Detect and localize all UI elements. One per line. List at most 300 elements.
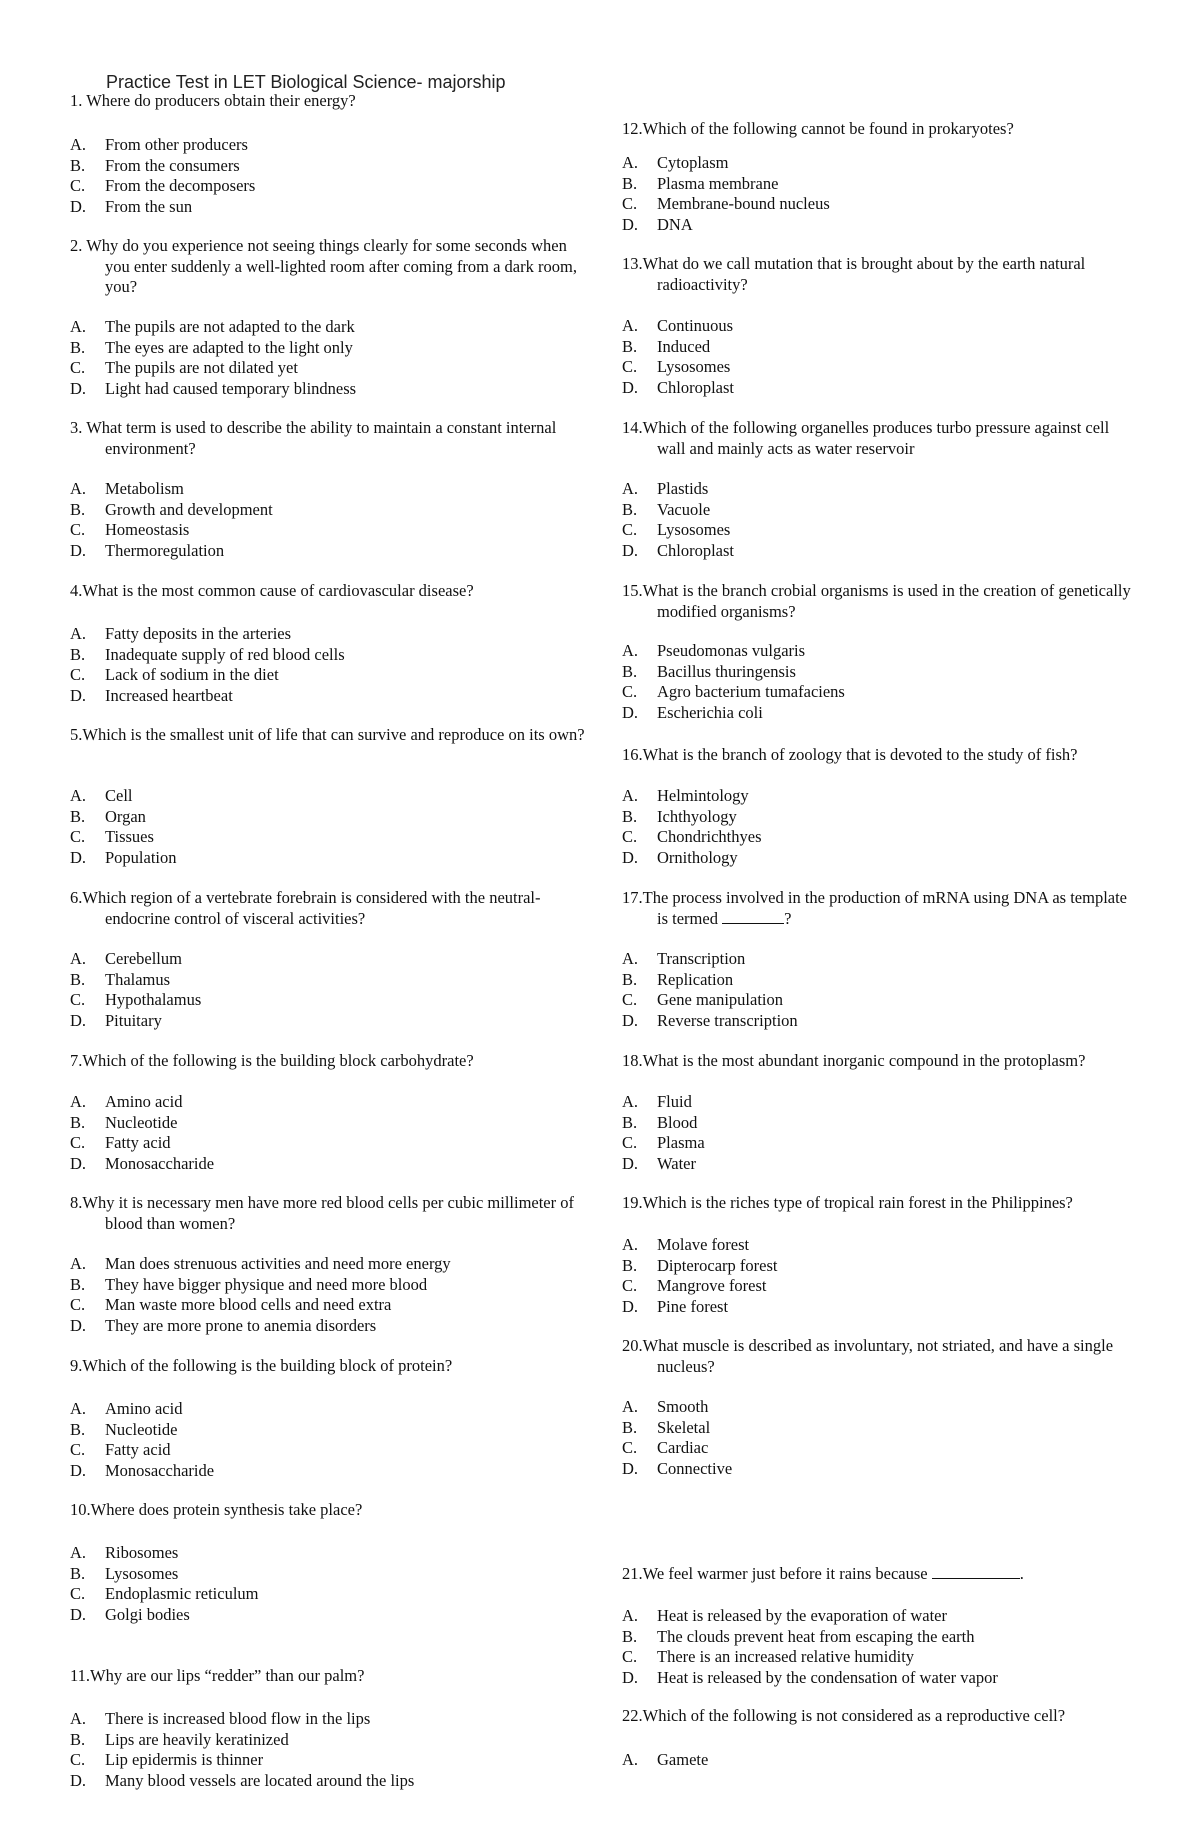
question-stem <box>622 1051 1132 1072</box>
answer-option <box>70 1295 391 1316</box>
option-letter: B. <box>70 155 86 175</box>
answer-option <box>622 848 738 869</box>
question-text: 19.Which is the riches type of tropical rain forest in the Philippines? <box>622 1193 1073 1212</box>
option-letter: D. <box>622 377 639 397</box>
question-text: 1. Where do producers obtain their energy? <box>70 91 356 110</box>
option-letter: D. <box>622 1667 639 1687</box>
option-text: Water <box>657 1153 696 1173</box>
option-text: Lysosomes <box>105 1563 179 1583</box>
question-stem <box>622 745 1132 766</box>
option-text: Lack of sodium in the diet <box>105 665 279 685</box>
answer-option <box>622 337 710 358</box>
option-text: The clouds prevent heat from escaping the earth <box>657 1626 975 1646</box>
option-letter: A. <box>622 1092 639 1111</box>
answer-option <box>622 1092 692 1113</box>
question-stem <box>70 418 590 459</box>
option-text: Fatty acid <box>105 1440 171 1460</box>
option-text: The pupils are not dilated yet <box>105 358 298 378</box>
option-letter: A. <box>622 1750 639 1769</box>
answer-option <box>70 1709 370 1730</box>
option-letter: C. <box>622 194 638 214</box>
answer-option <box>70 135 248 156</box>
option-text: Fatty deposits in the arteries <box>105 624 292 643</box>
option-letter: C. <box>622 827 638 847</box>
option-text: Plastids <box>657 479 709 498</box>
option-letter: D. <box>70 378 87 398</box>
question-stem <box>622 119 1132 140</box>
answer-option <box>70 541 224 562</box>
option-letter: B. <box>70 1274 86 1294</box>
question-text: 5.Which is the smallest unit of life that can survive and reproduce on its own? <box>70 725 585 744</box>
answer-option <box>70 1730 289 1751</box>
option-letter: A. <box>622 1397 639 1416</box>
option-text: They have bigger physique and need more blood <box>105 1274 428 1294</box>
option-letter: C. <box>622 357 638 377</box>
answer-option <box>70 156 240 177</box>
answer-option <box>70 1461 214 1482</box>
option-letter: C. <box>70 1133 86 1153</box>
option-letter: D. <box>622 540 639 560</box>
answer-option <box>70 176 255 197</box>
option-letter: C. <box>622 990 638 1010</box>
option-text: Ornithology <box>657 847 738 867</box>
option-text: Gamete <box>657 1750 709 1769</box>
option-text: Connective <box>657 1458 733 1478</box>
answer-option <box>622 1154 696 1175</box>
option-text: Nucleotide <box>105 1419 178 1439</box>
option-text: Nucleotide <box>105 1112 178 1132</box>
option-text: Cardiac <box>657 1438 709 1458</box>
option-letter: B. <box>622 806 638 826</box>
answer-option <box>70 665 279 686</box>
option-letter: C. <box>70 1295 86 1315</box>
option-text: Chloroplast <box>657 377 734 397</box>
answer-option <box>622 807 737 828</box>
option-letter: C. <box>70 665 86 685</box>
option-letter: A. <box>70 317 87 336</box>
option-text: Plasma <box>657 1133 705 1153</box>
option-letter: A. <box>70 135 87 154</box>
option-letter: A. <box>622 479 639 498</box>
answer-option <box>70 1113 177 1134</box>
option-letter: B. <box>622 1626 638 1646</box>
option-text: The pupils are not adapted to the dark <box>105 317 355 336</box>
question-stem <box>70 1193 590 1234</box>
answer-option <box>622 970 733 991</box>
answer-option <box>622 316 733 337</box>
answer-option <box>70 1771 414 1792</box>
answer-blank <box>932 1564 1020 1579</box>
question-stem <box>70 1500 590 1521</box>
option-text: There is increased blood flow in the lips <box>105 1709 371 1728</box>
answer-option <box>70 197 192 218</box>
option-text: Chondrichthyes <box>657 827 762 847</box>
option-letter: B. <box>70 644 86 664</box>
option-text: Population <box>105 847 177 867</box>
question-stem <box>70 581 590 602</box>
answer-option <box>70 1254 451 1275</box>
option-text: Monosaccharide <box>105 1460 215 1480</box>
option-text: Golgi bodies <box>105 1604 190 1624</box>
option-letter: A. <box>70 1254 87 1273</box>
answer-option <box>622 215 693 236</box>
option-text: Ichthyology <box>657 806 737 826</box>
answer-option <box>70 317 355 338</box>
question-text: 17.The process involved in the production of mRNA using DNA as template is termed <box>622 888 1128 928</box>
option-text: Heat is released by the condensation of water vapor <box>657 1667 998 1687</box>
answer-option <box>622 1418 710 1439</box>
question-stem <box>70 91 590 112</box>
option-text: Pine forest <box>657 1296 729 1316</box>
option-text: Molave forest <box>657 1235 750 1254</box>
answer-option <box>622 641 805 662</box>
answer-option <box>622 1113 697 1134</box>
question-text: 7.Which of the following is the building block carbohydrate? <box>70 1051 474 1070</box>
option-text: Thalamus <box>105 969 171 989</box>
answer-option <box>622 153 729 174</box>
option-text: Dipterocarp forest <box>657 1255 778 1275</box>
option-letter: C. <box>622 1276 638 1296</box>
option-letter: A. <box>70 479 87 498</box>
answer-option <box>622 479 708 500</box>
answer-option <box>70 645 345 666</box>
answer-option <box>622 1750 708 1771</box>
option-letter: B. <box>622 336 638 356</box>
option-letter: B. <box>622 499 638 519</box>
question-stem <box>622 1336 1132 1377</box>
option-text: Fluid <box>657 1092 692 1111</box>
answer-option <box>622 1627 975 1648</box>
option-text: Metabolism <box>105 479 184 498</box>
answer-option <box>70 1750 263 1771</box>
option-text: Fatty acid <box>105 1133 171 1153</box>
question-text: 9.Which of the following is the building block of protein? <box>70 1356 453 1375</box>
option-letter: B. <box>70 337 86 357</box>
option-text: Amino acid <box>105 1092 183 1111</box>
option-text: There is an increased relative humidity <box>657 1647 915 1667</box>
option-letter: D. <box>70 1604 87 1624</box>
option-text: Growth and development <box>105 499 273 519</box>
option-text: Membrane-bound nucleus <box>657 194 830 214</box>
question-text: 10.Where does protein synthesis take place? <box>70 1500 363 1519</box>
answer-option <box>70 990 201 1011</box>
answer-option <box>622 1397 708 1418</box>
answer-option <box>622 1606 947 1627</box>
option-letter: A. <box>622 316 639 335</box>
answer-option <box>70 500 273 521</box>
answer-option <box>622 1647 914 1668</box>
answer-option <box>70 1316 376 1337</box>
option-letter: B. <box>70 499 86 519</box>
option-letter: C. <box>70 1584 86 1604</box>
option-letter: B. <box>622 1112 638 1132</box>
option-text: Pseudomonas vulgaris <box>657 641 806 660</box>
option-letter: D. <box>622 702 639 722</box>
option-letter: D. <box>70 1460 87 1480</box>
option-text: Blood <box>657 1112 698 1132</box>
question-stem <box>622 1193 1132 1214</box>
question-text: 13.What do we call mutation that is brought about by the earth natural radioactivity? <box>622 254 1086 294</box>
option-text: Lysosomes <box>657 357 731 377</box>
option-letter: C. <box>70 176 86 196</box>
option-letter: B. <box>70 1419 86 1439</box>
question-stem <box>622 581 1132 622</box>
answer-option <box>70 1420 177 1441</box>
option-letter: C. <box>622 1647 638 1667</box>
option-letter: D. <box>70 1153 87 1173</box>
option-letter: B. <box>622 1255 638 1275</box>
question-text: 2. Why do you experience not seeing things clearly for some seconds when you enter suddenly a well-lighted room after coming from a dark room, you? <box>70 236 577 297</box>
question-suffix: ? <box>784 908 792 928</box>
option-letter: D. <box>70 1770 87 1790</box>
answer-option <box>622 703 763 724</box>
question-text: 22.Which of the following is not considered as a reproductive cell? <box>622 1706 1066 1725</box>
question-suffix: . <box>1019 1564 1024 1583</box>
option-letter: C. <box>70 990 86 1010</box>
option-letter: C. <box>70 358 86 378</box>
question-text: 18.What is the most abundant inorganic compound in the protoplasm? <box>622 1051 1086 1070</box>
answer-option <box>70 1605 190 1626</box>
answer-option <box>622 541 734 562</box>
answer-option <box>70 686 233 707</box>
option-text: Amino acid <box>105 1399 183 1418</box>
option-text: Chloroplast <box>657 540 734 560</box>
option-letter: A. <box>70 786 87 805</box>
answer-option <box>622 1011 798 1032</box>
option-text: Organ <box>105 806 146 826</box>
option-text: They are more prone to anemia disorders <box>105 1315 377 1335</box>
question-text: 16.What is the branch of zoology that is devoted to the study of fish? <box>622 745 1078 764</box>
option-letter: A. <box>70 1092 87 1111</box>
answer-option <box>622 949 745 970</box>
answer-option <box>70 479 184 500</box>
answer-blank <box>722 909 784 924</box>
option-letter: B. <box>622 661 638 681</box>
option-letter: B. <box>70 1563 86 1583</box>
option-letter: C. <box>622 682 638 702</box>
option-letter: C. <box>622 1438 638 1458</box>
answer-option <box>622 194 830 215</box>
option-letter: A. <box>622 1606 639 1625</box>
question-text: 4.What is the most common cause of cardiovascular disease? <box>70 581 474 600</box>
option-text: Gene manipulation <box>657 990 784 1010</box>
question-stem <box>70 725 590 746</box>
option-text: Tissues <box>105 827 154 847</box>
answer-option <box>622 520 730 541</box>
question-stem <box>622 1564 1132 1585</box>
answer-option <box>622 1133 705 1154</box>
option-letter: A. <box>70 949 87 968</box>
option-text: Vacuole <box>657 499 711 519</box>
answer-option <box>622 990 783 1011</box>
option-letter: C. <box>622 1133 638 1153</box>
option-text: Monosaccharide <box>105 1153 215 1173</box>
option-letter: B. <box>70 806 86 826</box>
option-text: From other producers <box>105 135 248 154</box>
option-text: Reverse transcription <box>657 1010 798 1030</box>
option-text: Replication <box>657 969 734 989</box>
answer-option <box>622 500 710 521</box>
option-letter: D. <box>70 685 87 705</box>
option-text: From the sun <box>105 196 193 216</box>
question-stem <box>70 888 590 929</box>
option-text: Agro bacterium tumafaciens <box>657 682 845 702</box>
question-text: 14.Which of the following organelles produces turbo pressure against cell wall and mainly acts as water reservoir <box>622 418 1110 458</box>
answer-option <box>70 1399 182 1420</box>
option-text: Continuous <box>657 316 734 335</box>
question-text: 15.What is the branch crobial organisms is used in the creation of genetically modified organisms? <box>622 581 1131 621</box>
option-letter: B. <box>622 1417 638 1437</box>
option-text: The eyes are adapted to the light only <box>105 337 353 357</box>
question-stem <box>70 1356 590 1377</box>
option-text: Lysosomes <box>657 520 731 540</box>
option-text: Pituitary <box>105 1010 162 1030</box>
question-text: 12.Which of the following cannot be found in prokaryotes? <box>622 119 1014 138</box>
option-letter: A. <box>622 949 639 968</box>
option-letter: A. <box>70 1709 87 1728</box>
option-text: Ribosomes <box>105 1543 179 1562</box>
question-stem <box>622 888 1132 929</box>
option-letter: A. <box>622 153 639 172</box>
document-title: Practice Test in LET Biological Science- majorship <box>106 72 506 92</box>
answer-option <box>70 1543 178 1564</box>
answer-option <box>70 786 133 807</box>
option-text: Hypothalamus <box>105 990 202 1010</box>
option-letter: D. <box>622 847 639 867</box>
answer-option <box>622 1438 708 1459</box>
option-text: From the decomposers <box>105 176 256 196</box>
question-text: 8.Why it is necessary men have more red blood cells per cubic millimeter of blood than women? <box>70 1193 574 1233</box>
answer-option <box>622 786 749 807</box>
option-text: Smooth <box>657 1397 709 1416</box>
answer-option <box>622 1459 732 1480</box>
option-text: Induced <box>657 336 711 356</box>
option-text: Cerebellum <box>105 949 182 968</box>
answer-option <box>70 1275 427 1296</box>
answer-option <box>70 1092 182 1113</box>
option-text: Heat is released by the evaporation of water <box>657 1606 947 1625</box>
option-text: Transcription <box>657 949 746 968</box>
answer-option <box>622 1276 767 1297</box>
answer-option <box>70 827 154 848</box>
answer-option <box>622 1256 778 1277</box>
answer-option <box>622 174 778 195</box>
answer-option <box>70 970 170 991</box>
option-text: DNA <box>657 214 693 234</box>
answer-option <box>622 1235 749 1256</box>
option-letter: A. <box>70 1543 87 1562</box>
option-letter: C. <box>70 520 86 540</box>
option-letter: D. <box>70 1010 87 1030</box>
option-letter: D. <box>622 1296 639 1316</box>
option-text: Mangrove forest <box>657 1276 767 1296</box>
option-text: Man does strenuous activities and need more energy <box>105 1254 451 1273</box>
option-text: Light had caused temporary blindness <box>105 378 357 398</box>
answer-option <box>70 807 146 828</box>
option-letter: D. <box>622 1458 639 1478</box>
option-letter: C. <box>70 827 86 847</box>
option-text: Cell <box>105 786 133 805</box>
answer-option <box>70 1011 162 1032</box>
option-letter: B. <box>622 969 638 989</box>
option-text: Cytoplasm <box>657 153 729 172</box>
option-letter: D. <box>622 214 639 234</box>
answer-option <box>622 827 762 848</box>
option-letter: A. <box>622 786 639 805</box>
answer-option <box>622 1668 998 1689</box>
option-text: Many blood vessels are located around the lips <box>105 1770 415 1790</box>
option-letter: B. <box>622 173 638 193</box>
option-text: From the consumers <box>105 155 240 175</box>
question-stem <box>70 236 590 298</box>
question-text: 21.We feel warmer just before it rains because <box>622 1564 928 1583</box>
answer-option <box>70 624 291 645</box>
question-stem <box>70 1666 590 1687</box>
question-stem <box>622 1706 1132 1727</box>
option-letter: A. <box>622 641 639 660</box>
option-letter: C. <box>622 520 638 540</box>
option-text: Helmintology <box>657 786 749 805</box>
answer-option <box>622 357 730 378</box>
option-letter: D. <box>70 540 87 560</box>
option-letter: D. <box>622 1153 639 1173</box>
question-stem <box>622 254 1132 295</box>
option-text: Lips are heavily keratinized <box>105 1729 289 1749</box>
answer-option <box>70 338 353 359</box>
answer-option <box>622 662 796 683</box>
answer-option <box>622 378 734 399</box>
option-letter: B. <box>70 1112 86 1132</box>
option-text: Plasma membrane <box>657 173 779 193</box>
option-letter: C. <box>70 1440 86 1460</box>
option-text: Bacillus thuringensis <box>657 661 796 681</box>
option-letter: C. <box>70 1750 86 1770</box>
answer-option <box>70 1584 259 1605</box>
option-letter: D. <box>70 1315 87 1335</box>
question-text: 3. What term is used to describe the ability to maintain a constant internal environment? <box>70 418 557 458</box>
answer-option <box>70 520 189 541</box>
option-text: Inadequate supply of red blood cells <box>105 644 345 664</box>
answer-option <box>622 1297 728 1318</box>
question-text: 11.Why are our lips “redder” than our palm? <box>70 1666 365 1685</box>
option-text: Increased heartbeat <box>105 685 233 705</box>
answer-option <box>70 379 356 400</box>
answer-option <box>622 682 845 703</box>
option-letter: B. <box>70 969 86 989</box>
answer-option <box>70 949 182 970</box>
option-text: Skeletal <box>657 1417 711 1437</box>
answer-option <box>70 1440 171 1461</box>
question-stem <box>70 1051 590 1072</box>
answer-option <box>70 1133 171 1154</box>
option-letter: D. <box>70 847 87 867</box>
option-text: Endoplasmic reticulum <box>105 1584 259 1604</box>
option-text: Homeostasis <box>105 520 190 540</box>
answer-option <box>70 1564 178 1585</box>
option-text: Thermoregulation <box>105 540 225 560</box>
option-letter: B. <box>70 1729 86 1749</box>
answer-option <box>70 358 298 379</box>
option-letter: A. <box>622 1235 639 1254</box>
question-text: 6.Which region of a vertebrate forebrain is considered with the neutral-endocrine control of visceral activities? <box>70 888 541 928</box>
option-text: Escherichia coli <box>657 702 763 722</box>
option-text: Lip epidermis is thinner <box>105 1750 264 1770</box>
option-letter: A. <box>70 1399 87 1418</box>
question-stem <box>622 418 1132 459</box>
option-letter: D. <box>622 1010 639 1030</box>
answer-option <box>70 1154 214 1175</box>
option-text: Man waste more blood cells and need extra <box>105 1295 392 1315</box>
